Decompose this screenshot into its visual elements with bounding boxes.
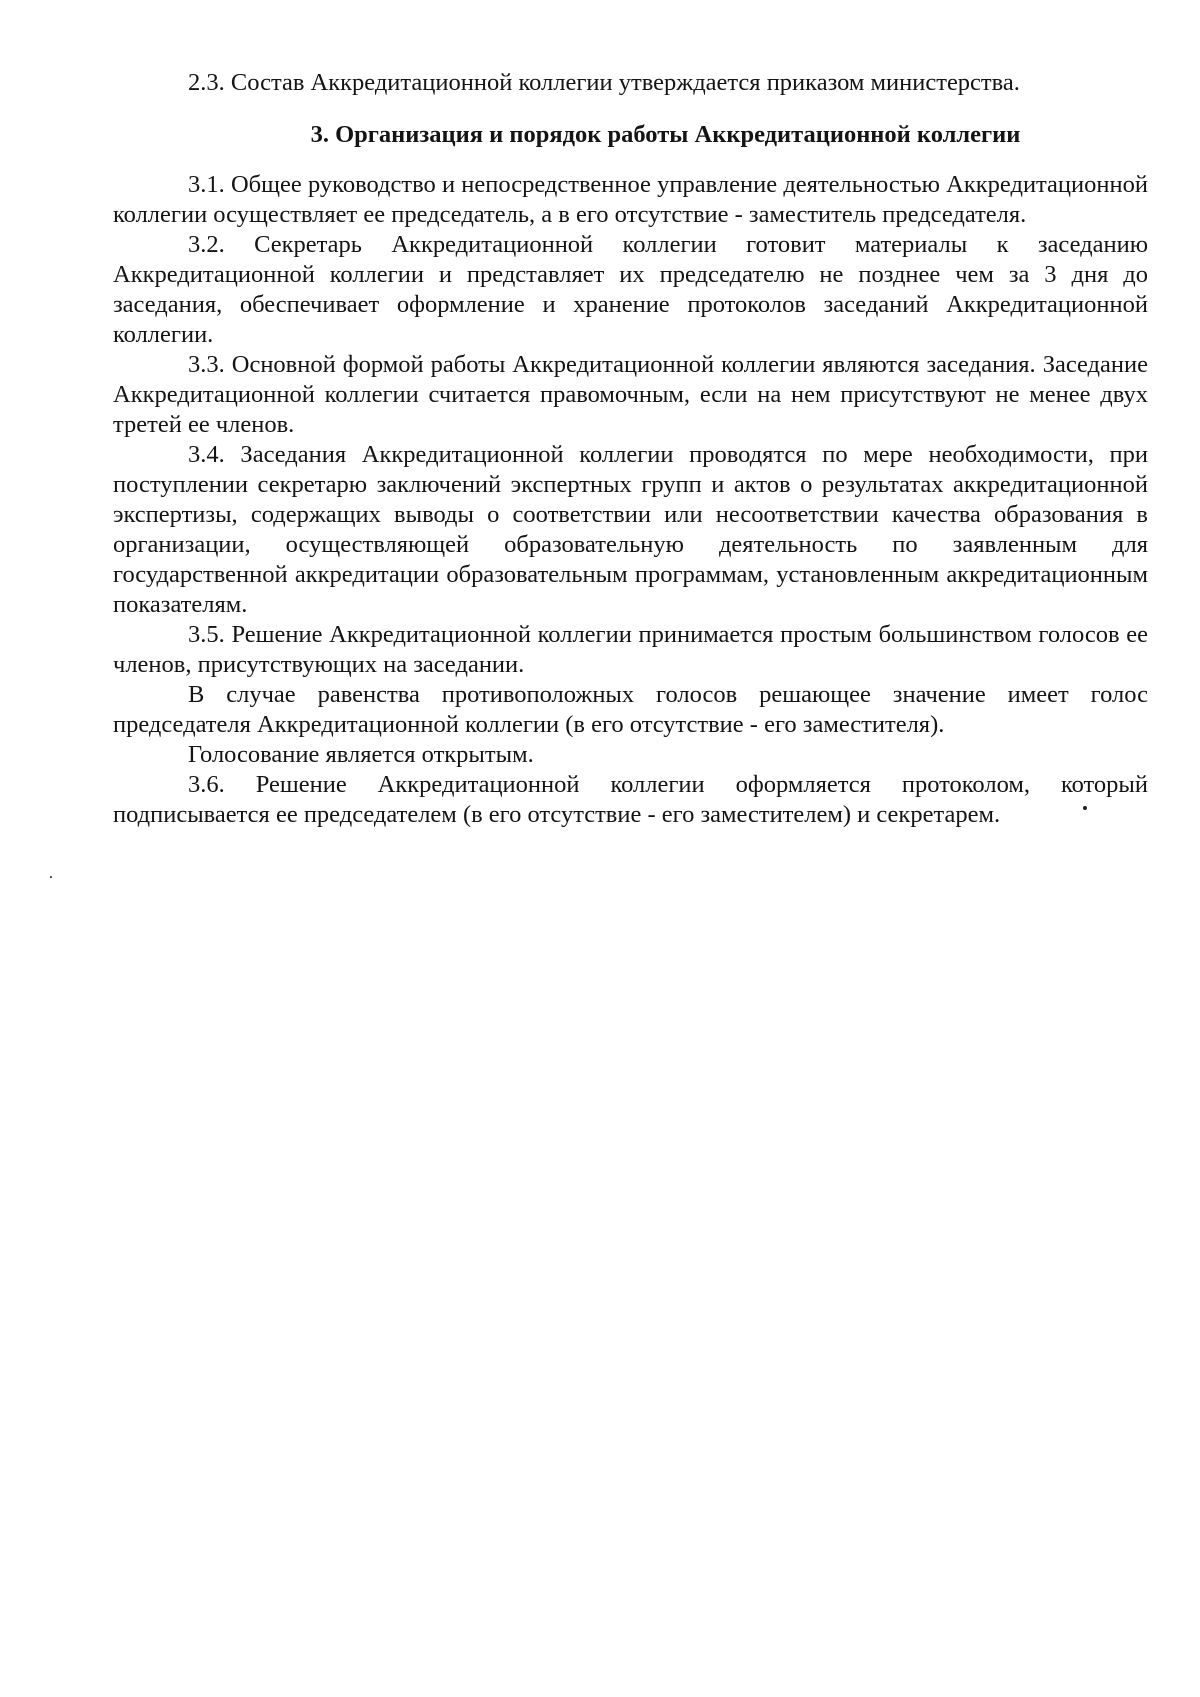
section-heading: 3. Организация и порядок работы Аккредитационной коллегии: [310, 121, 1021, 148]
paragraph-3-5: 3.5. Решение Аккредитационной коллегии принимается простым большинством голосов ее членов, присутствующих на заседании.: [113, 621, 1148, 678]
paragraph-3-2: 3.2. Секретарь Аккредитационной коллегии готовит материалы к заседанию Аккредитационной коллегии и представляет их председателю не позднее чем за 3 дня до заседания, обеспечивает оформление и хранение протоколов заседаний Аккредитационной коллегии.: [113, 231, 1148, 348]
paragraph-3-6: 3.6. Решение Аккредитационной коллегии оформляется протоколом, который подписывается ее председателем (в его отсутствие - его заместителем) и секретарем.: [113, 771, 1148, 828]
paragraph-2-3: 2.3. Состав Аккредитационной коллегии утверждается приказом министерства.: [188, 69, 1020, 96]
paragraph-3-1: 3.1. Общее руководство и непосредственное управление деятельностью Аккредитационной коллегии осуществляет ее председатель, а в его отсутствие - заместитель председателя.: [113, 171, 1148, 228]
document-body: [113, 68, 1148, 830]
paragraph-3-3: 3.3. Основной формой работы Аккредитационной коллегии являются заседания. Заседание Аккредитационной коллегии считается правомочным, если на нем присутствуют не менее двух третей ее членов.: [113, 351, 1148, 438]
paragraph-tie-vote: В случае равенства противоположных голосов решающее значение имеет голос председателя Аккредитационной коллегии (в его отсутствие - его заместителя).: [113, 681, 1148, 738]
scan-speck: [50, 876, 52, 878]
paragraph-open-voting: Голосование является открытым.: [188, 741, 534, 768]
paragraph-3-4: 3.4. Заседания Аккредитационной коллегии проводятся по мере необходимости, при поступлении секретарю заключений экспертных групп и актов о результатах аккредитационной экспертизы, содержащих выводы о соответствии или несоответствии качества образования в организации, осуществляющей образовательную деятельность по заявленным для государственной аккредитации образовательным программам, установленным аккредитационным показателям.: [113, 441, 1148, 618]
scan-speck: [1083, 806, 1087, 810]
